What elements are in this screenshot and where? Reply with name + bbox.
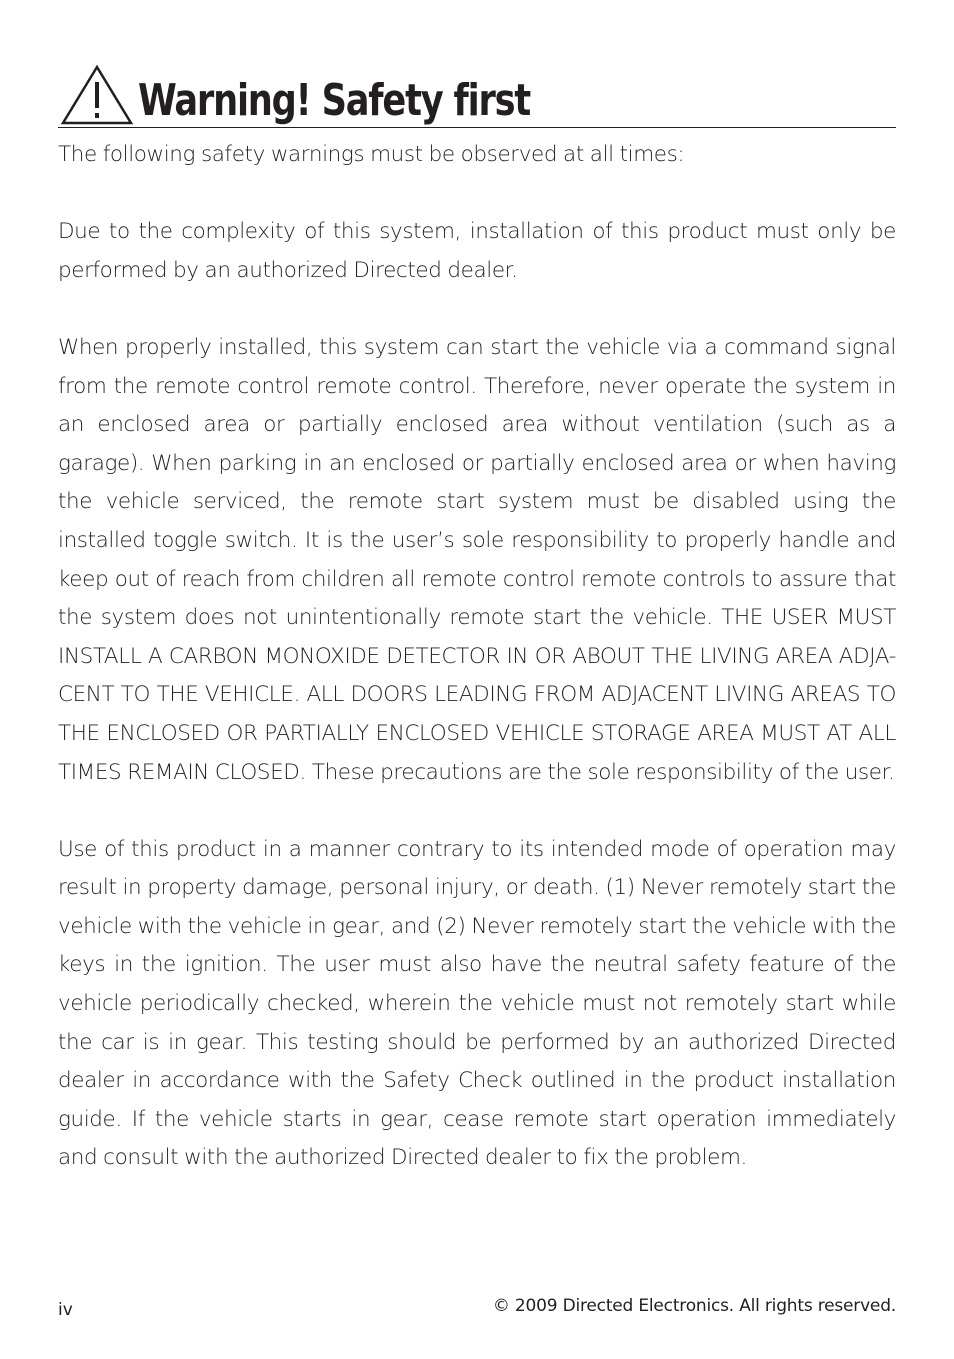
copyright-notice: © 2009 Directed Electronics. All rights reserved. — [492, 1296, 896, 1316]
body-text — [58, 136, 896, 1217]
page-title: Warning! Safety first — [138, 75, 531, 126]
warning-triangle-icon — [60, 64, 134, 126]
paragraph-operation: Use of this product in a manner contrary to its intended mode of operation may result in property damage, personal injury, or death. (1) Never remotely start the vehicle with the vehicle in gear, and (2) Never remotely start the vehicle with the keys in the ignition. The user must also have the neutral safety feature of the vehicle periodically checked, wherein the vehicle must not remotely start while the car is in gear. This testing should be performed by an authorized Directed dealer in accordance with the Safety Check outlined in the product installation guide. If the vehicle starts in gear, cease remote start operation immediately and consult with the authorized Directed dealer to fix the problem. — [58, 836, 896, 1171]
heading-rule — [58, 127, 896, 128]
page-number: iv — [58, 1300, 73, 1320]
paragraph-installation: Due to the complexity of this system, installation of this product must only be performed by an authorized Directed dealer. — [58, 219, 896, 283]
page-footer — [58, 1292, 896, 1320]
intro-paragraph: The following safety warnings must be observed at all times: — [58, 142, 685, 167]
paragraph-ventilation: When properly installed, this system can start the vehicle via a command signal from the remote control remote control. Therefore, never operate the system in an enclosed area or partially enclosed area without ventilation (such as a garage). When parking in an enclosed or partially enclosed area or when having the vehicle serviced, the remote start system must be disabled using the installed toggle switch. It is the user’s sole responsibility to properly handle and keep out of reach from children all remote control remote controls to assure that the system does not unintentionally remote start the vehicle. THE USER MUST INSTALL A CARBON MONOXIDE DETECTOR IN OR ABOUT THE LIVING AREA ADJA-CENT TO THE VEHICLE. ALL DOORS LEADING FROM ADJACENT LIVING AREAS TO THE ENCLOSED OR PARTIALLY ENCLOSED VEHICLE STORAGE AREA MUST AT ALL TIMES REMAIN CLOSED. These precautions are the sole responsibility of the user. — [58, 334, 896, 785]
section-heading — [58, 62, 896, 128]
